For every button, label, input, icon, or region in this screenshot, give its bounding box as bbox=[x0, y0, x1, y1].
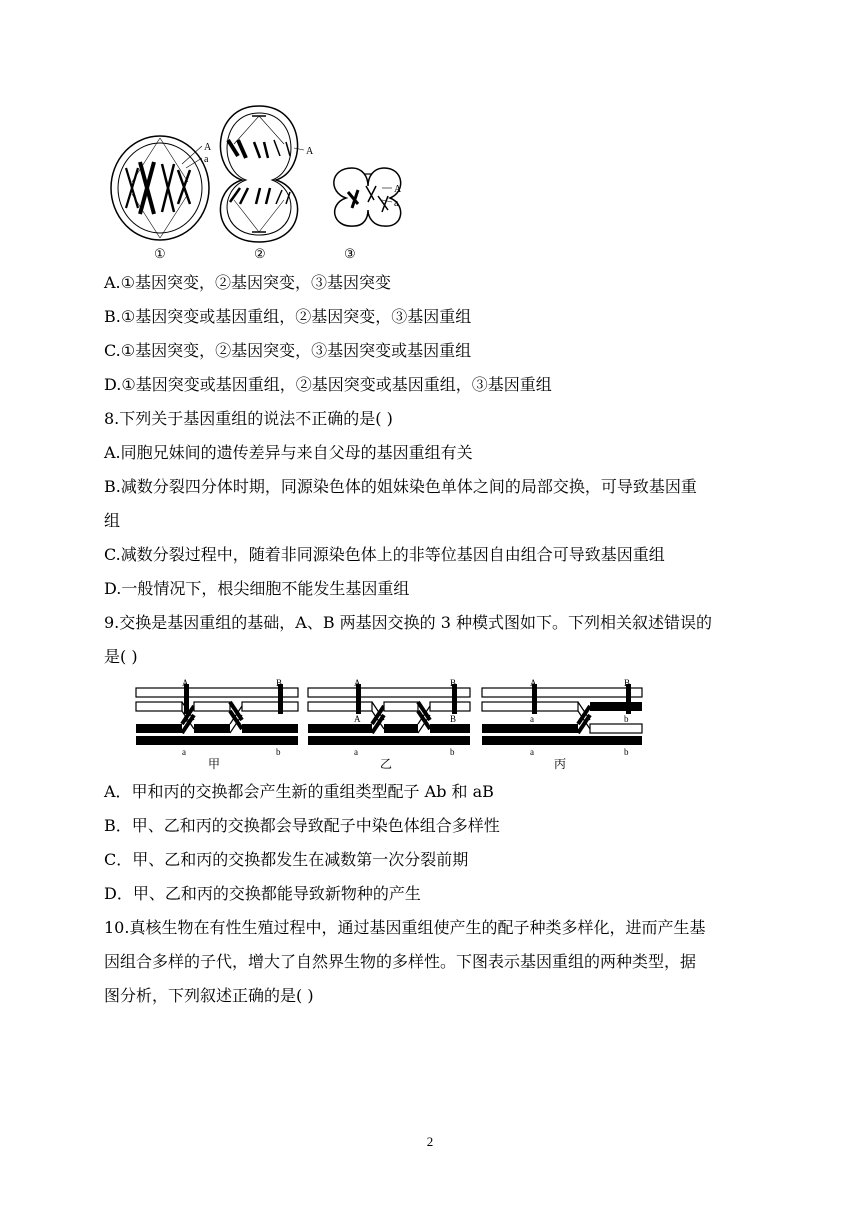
yi-gene-a: a bbox=[354, 747, 358, 757]
bing-gene-a-mid: a bbox=[530, 714, 534, 724]
q8-stem: 8.下列关于基因重组的说法不正确的是( ) bbox=[104, 409, 393, 428]
q8-option-d: D.一般情况下，根尖细胞不能发生基因重组 bbox=[104, 579, 410, 598]
label-A-2: A bbox=[306, 146, 314, 157]
yi-gene-b: b bbox=[450, 747, 455, 757]
caption-bing: 丙 bbox=[554, 757, 567, 771]
jia-gene-a: a bbox=[182, 747, 186, 757]
yi-gene-B-bottom: B bbox=[450, 714, 457, 724]
q7-option-d: D.①基因突变或基因重组，②基因突变或基因重组，③基因重组 bbox=[104, 375, 552, 394]
crossover-figure bbox=[134, 678, 644, 772]
label-a-1: a bbox=[204, 154, 209, 165]
jia-gene-B: B bbox=[276, 678, 283, 688]
q8-option-a: A.同胞兄妹间的遗传差异与来自父母的基因重组有关 bbox=[104, 443, 473, 462]
caption-1: ① bbox=[154, 246, 166, 261]
bing-gene-A-top: A bbox=[530, 678, 537, 688]
label-a-3: a bbox=[394, 198, 399, 209]
q9-option-d: D．甲、乙和丙的交换都能导致新物种的产生 bbox=[104, 884, 421, 903]
cell-2-diagram bbox=[220, 106, 314, 261]
q9-option-a: A．甲和丙的交换都会产生新的重组类型配子 Ab 和 aB bbox=[104, 782, 494, 801]
q8-option-c: C.减数分裂过程中，随着非同源染色体上的非等位基因自由组合可导致基因重组 bbox=[104, 545, 665, 564]
q8-option-b: B.减数分裂四分体时期，同源染色体的姐妹染色单体之间的局部交换，可导致基因重 bbox=[104, 477, 697, 496]
q10-stem-line-1: 10.真核生物在有性生殖过程中，通过基因重组使产生的配子种类多样化，进而产生基 bbox=[104, 918, 706, 937]
yi-gene-B: B bbox=[450, 678, 457, 688]
q9-stem-line-2: 是( ) bbox=[104, 647, 138, 666]
cell-3-diagram bbox=[334, 168, 402, 261]
yi-gene-A-bottom: A bbox=[354, 714, 361, 724]
q10-stem-line-3: 图分析，下列叙述正确的是( ) bbox=[104, 986, 314, 1005]
jia-gene-A-top: A bbox=[182, 678, 189, 688]
bing-gene-b: b bbox=[624, 747, 629, 757]
bing-gene-B: B bbox=[624, 678, 631, 688]
caption-2: ② bbox=[254, 246, 266, 261]
q8-option-b-cont: 组 bbox=[104, 511, 121, 530]
q9-stem-line-1: 9.交换是基因重组的基础，A、B 两基因交换的 3 种模式图如下。下列相关叙述错误的 bbox=[104, 613, 713, 632]
q10-stem-line-2: 因组合多样的子代，增大了自然界生物的多样性。下图表示基因重组的两种类型，据 bbox=[104, 952, 697, 971]
jia-gene-A-bottom: A bbox=[182, 714, 189, 724]
label-A-3: A bbox=[394, 184, 402, 195]
q7-option-a: A.①基因突变，②基因突变，③基因突变 bbox=[104, 273, 391, 292]
cell-1-diagram bbox=[111, 136, 212, 261]
label-A-1: A bbox=[204, 142, 212, 153]
crossover-panel-bing bbox=[482, 678, 642, 771]
caption-jia: 甲 bbox=[208, 757, 221, 771]
yi-gene-A-top: A bbox=[354, 678, 361, 688]
caption-3: ③ bbox=[344, 246, 356, 261]
jia-gene-b: b bbox=[276, 747, 281, 757]
cell-division-figure bbox=[104, 100, 414, 262]
q9-option-c: C．甲、乙和丙的交换都发生在减数第一次分裂前期 bbox=[104, 850, 469, 869]
q9-option-b: B．甲、乙和丙的交换都会导致配子中染色体组合多样性 bbox=[104, 816, 500, 835]
page-number: 2 bbox=[426, 1134, 434, 1149]
bing-gene-a: a bbox=[530, 747, 534, 757]
q7-option-c: C.①基因突变，②基因突变，③基因突变或基因重组 bbox=[104, 341, 472, 360]
bing-gene-b-mid: b bbox=[624, 714, 629, 724]
crossover-panel-jia bbox=[136, 678, 298, 771]
crossover-panel-yi bbox=[308, 678, 470, 771]
q7-option-b: B.①基因突变或基因重组，②基因突变，③基因重组 bbox=[104, 307, 472, 326]
caption-yi: 乙 bbox=[380, 757, 393, 771]
